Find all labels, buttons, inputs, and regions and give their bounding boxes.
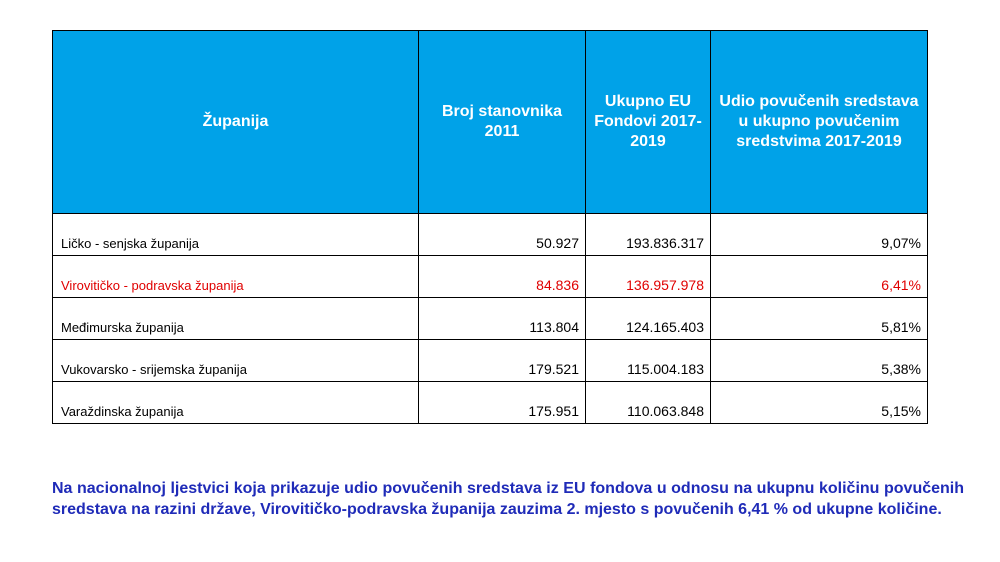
table-header-row	[53, 31, 928, 214]
header-eu-funds: Ukupno EU Fondovi 2017-2019	[586, 31, 711, 214]
county-funds-table	[52, 30, 928, 424]
county-name: Vukovarsko - srijemska županija	[53, 340, 419, 382]
table-row	[53, 214, 928, 256]
population-value: 175.951	[419, 382, 586, 424]
share-value: 5,81%	[711, 298, 928, 340]
county-name: Međimurska županija	[53, 298, 419, 340]
county-name: Varaždinska županija	[53, 382, 419, 424]
table-row	[53, 340, 928, 382]
table-row	[53, 382, 928, 424]
population-value: 179.521	[419, 340, 586, 382]
funds-value: 115.004.183	[586, 340, 711, 382]
share-value: 9,07%	[711, 214, 928, 256]
population-value: 113.804	[419, 298, 586, 340]
share-value: 5,15%	[711, 382, 928, 424]
table-row	[53, 298, 928, 340]
population-value: 84.836	[419, 256, 586, 298]
funds-value: 136.957.978	[586, 256, 711, 298]
share-value: 5,38%	[711, 340, 928, 382]
population-value: 50.927	[419, 214, 586, 256]
header-county: Županija	[53, 31, 419, 214]
county-name: Virovitičko - podravska županija	[53, 256, 419, 298]
summary-paragraph: Na nacionalnoj ljestvici koja prikazuje udio povučenih sredstava iz EU fondova u odnosu na ukupnu količinu povučenih sredstava na razini države, Virovitičko-podravska županija zauzima 2. mjesto s povučenih 6,41 % od ukupne količine.	[52, 480, 964, 518]
funds-value: 193.836.317	[586, 214, 711, 256]
header-population: Broj stanovnika 2011	[419, 31, 586, 214]
funds-value: 124.165.403	[586, 298, 711, 340]
funds-value: 110.063.848	[586, 382, 711, 424]
table-row-highlighted	[53, 256, 928, 298]
header-share: Udio povučenih sredstava u ukupno povučenim sredstvima 2017-2019	[711, 31, 928, 214]
county-name: Ličko - senjska županija	[53, 214, 419, 256]
share-value: 6,41%	[711, 256, 928, 298]
